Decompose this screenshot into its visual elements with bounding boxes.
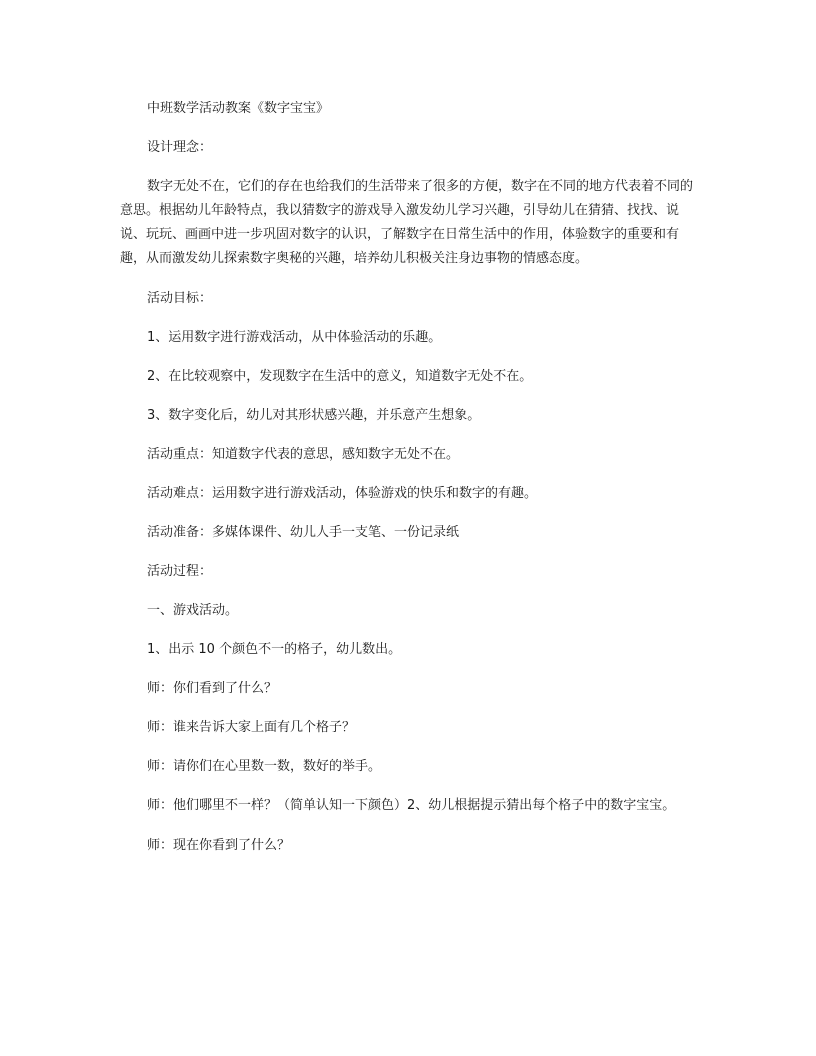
process-heading: 活动过程： [147,564,213,579]
step-item: 1、出示 10 个颜色不一的格子，幼儿数出。 [147,642,402,657]
goals-heading: 活动目标： [147,291,213,306]
document-title: 中班数学活动教案《数字宝宝》 [147,101,330,116]
dialogue-line: 师：你们看到了什么？ [147,681,278,696]
preparation: 活动准备：多媒体课件、幼儿人手一支笔、一份记录纸 [147,525,460,540]
goal-item: 1、运用数字进行游戏活动，从中体验活动的乐趣。 [147,330,442,345]
dialogue-line: 师：他们哪里不一样？（简单认知一下颜色）2、幼儿根据提示猜出每个格子中的数字宝宝。 [147,798,676,813]
document-body [120,97,696,873]
key-point: 活动重点：知道数字代表的意思，感知数字无处不在。 [147,447,460,462]
difficulty-point: 活动难点：运用数字进行游戏活动，体验游戏的快乐和数字的有趣。 [147,486,538,501]
section-heading: 一、游戏活动。 [147,603,239,618]
goal-item: 2、在比较观察中，发现数字在生活中的意义，知道数字无处不在。 [147,369,533,384]
dialogue-line: 师：现在你看到了什么？ [147,838,291,853]
concept-paragraph: 数字无处不在，它们的存在也给我们的生活带来了很多的方便，数字在不同的地方代表着不同的意思。根据幼儿年龄特点，我以猜数字的游戏导入激发幼儿学习兴趣，引导幼儿在猜猜、找找、说说、玩玩、画画中进一步巩固对数字的认识，了解数字在日常生活中的作用，体验数字的重要和有趣，从而激发幼儿探索数字奥秘的兴趣，培养幼儿积极关注身边事物的情感态度。 [120,179,694,266]
dialogue-line: 师：请你们在心里数一数，数好的举手。 [147,759,382,774]
concept-heading: 设计理念： [147,140,213,155]
goal-item: 3、数字变化后，幼儿对其形状感兴趣，并乐意产生想象。 [147,408,481,423]
dialogue-line: 师：谁来告诉大家上面有几个格子？ [147,720,356,735]
